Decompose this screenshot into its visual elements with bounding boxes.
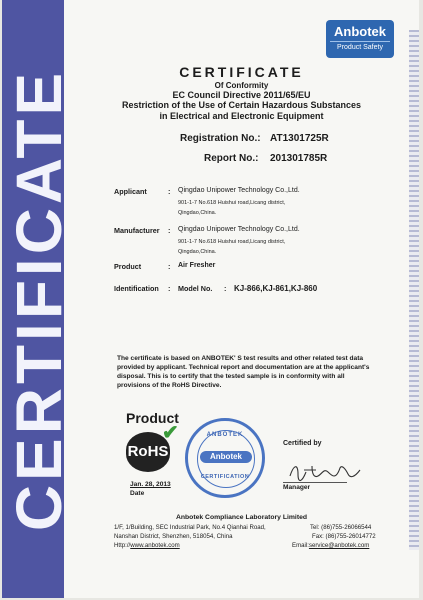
seal-center-text: Anbotek — [200, 451, 252, 463]
website-link[interactable]: www.anbotek.com — [130, 542, 180, 549]
product-value: Air Fresher — [178, 262, 216, 269]
model-number-label: Model No. — [178, 284, 213, 293]
manufacturer-address-1: 901-1-7 No.618 Huishui road,Licang district, — [178, 239, 286, 245]
statement-line-4: provisions of the RoHS Directive. — [117, 382, 222, 389]
conformity-statement — [117, 354, 387, 390]
signature-line — [283, 482, 347, 483]
side-banner — [2, 0, 75, 598]
footer-address-1: 1/F, 1/Building, SEC Industrial Park, No.4 Qianhai Road, — [114, 524, 266, 531]
footer-telephone: Tel: (86)755-26066544 — [310, 524, 372, 531]
rohs-check-icon: ✔ — [162, 422, 179, 444]
manufacturer-address-2: Qingdao,China. — [178, 249, 217, 255]
rohs-badge: RoHS — [126, 432, 170, 472]
model-number-colon: : — [224, 284, 227, 293]
date-label: Date — [130, 490, 145, 497]
issue-date: Jan. 28, 2013 — [130, 481, 171, 488]
directive-line: EC Council Directive 2011/65/EU — [172, 90, 311, 100]
anbotek-logo — [326, 20, 394, 58]
manufacturer-colon: : — [168, 226, 171, 235]
statement-line-3: disposal. This is to certify that the tested sample is in conformity with all — [117, 373, 345, 380]
applicant-colon: : — [168, 187, 171, 196]
website-prefix: Http:// — [114, 542, 131, 549]
applicant-address-2: Qingdao,China. — [178, 210, 217, 216]
footer-email — [292, 542, 369, 549]
footer-fax: Fax: (86)755-26014772 — [312, 533, 376, 540]
identification-colon: : — [168, 284, 171, 293]
manufacturer-label: Manufacturer — [114, 226, 160, 235]
side-banner-text: CERTIFICATE — [3, 68, 75, 532]
model-number-value: KJ-866,KJ-861,KJ-860 — [234, 284, 318, 293]
laboratory-name: Anbotek Compliance Laboratory Limited — [175, 514, 308, 521]
email-prefix: Email: — [292, 542, 309, 549]
certificate-sheet — [2, 0, 419, 598]
rohs-product-text: Product — [126, 410, 179, 426]
seal-top-text: ANBOTEK — [206, 432, 244, 438]
manufacturer-name: Qingdao Unipower Technology Co.,Ltd. — [178, 226, 300, 233]
statement-line-2: provided by applicant. Technical report and documentation are at the applicant's — [117, 364, 370, 371]
applicant-label: Applicant — [114, 187, 147, 196]
footer-address-2: Nanshan District, Shenzhen, 518054, China — [114, 533, 233, 540]
statement-line-1: The certificate is based on ANBOTEK' S test results and other related test data — [117, 355, 364, 362]
applicant-name: Qingdao Unipower Technology Co.,Ltd. — [178, 187, 300, 194]
logo-name: Anbotek — [334, 24, 386, 39]
restriction-line-1: Restriction of the Use of Certain Hazardous Substances — [121, 100, 362, 110]
email-link[interactable]: service@anbotek.com — [308, 542, 370, 549]
product-label: Product — [114, 262, 142, 271]
certificate-subtitle: Of Conformity — [214, 81, 269, 90]
manager-label: Manager — [283, 484, 311, 491]
report-value: 201301785R — [270, 153, 328, 164]
anbotek-certification-seal — [185, 418, 265, 498]
applicant-address-1: 901-1-7 No.618 Huishui road,Licang district, — [178, 200, 286, 206]
logo-tagline: Product Safety — [330, 41, 390, 51]
certificate-title: CERTIFICATE — [179, 64, 304, 80]
restriction-line-2: in Electrical and Electronic Equipment — [159, 111, 324, 121]
registration-label: Registration No.: — [180, 133, 261, 144]
registration-value: AT1301725R — [270, 133, 329, 144]
manager-signature — [286, 460, 366, 484]
seal-bottom-text: CERTIFICATION — [200, 474, 250, 480]
report-label: Report No.: — [204, 153, 259, 164]
product-colon: : — [168, 262, 171, 271]
certified-by-label: Certified by — [283, 440, 322, 447]
footer-website — [114, 542, 180, 549]
identification-label: Identification — [114, 284, 159, 293]
